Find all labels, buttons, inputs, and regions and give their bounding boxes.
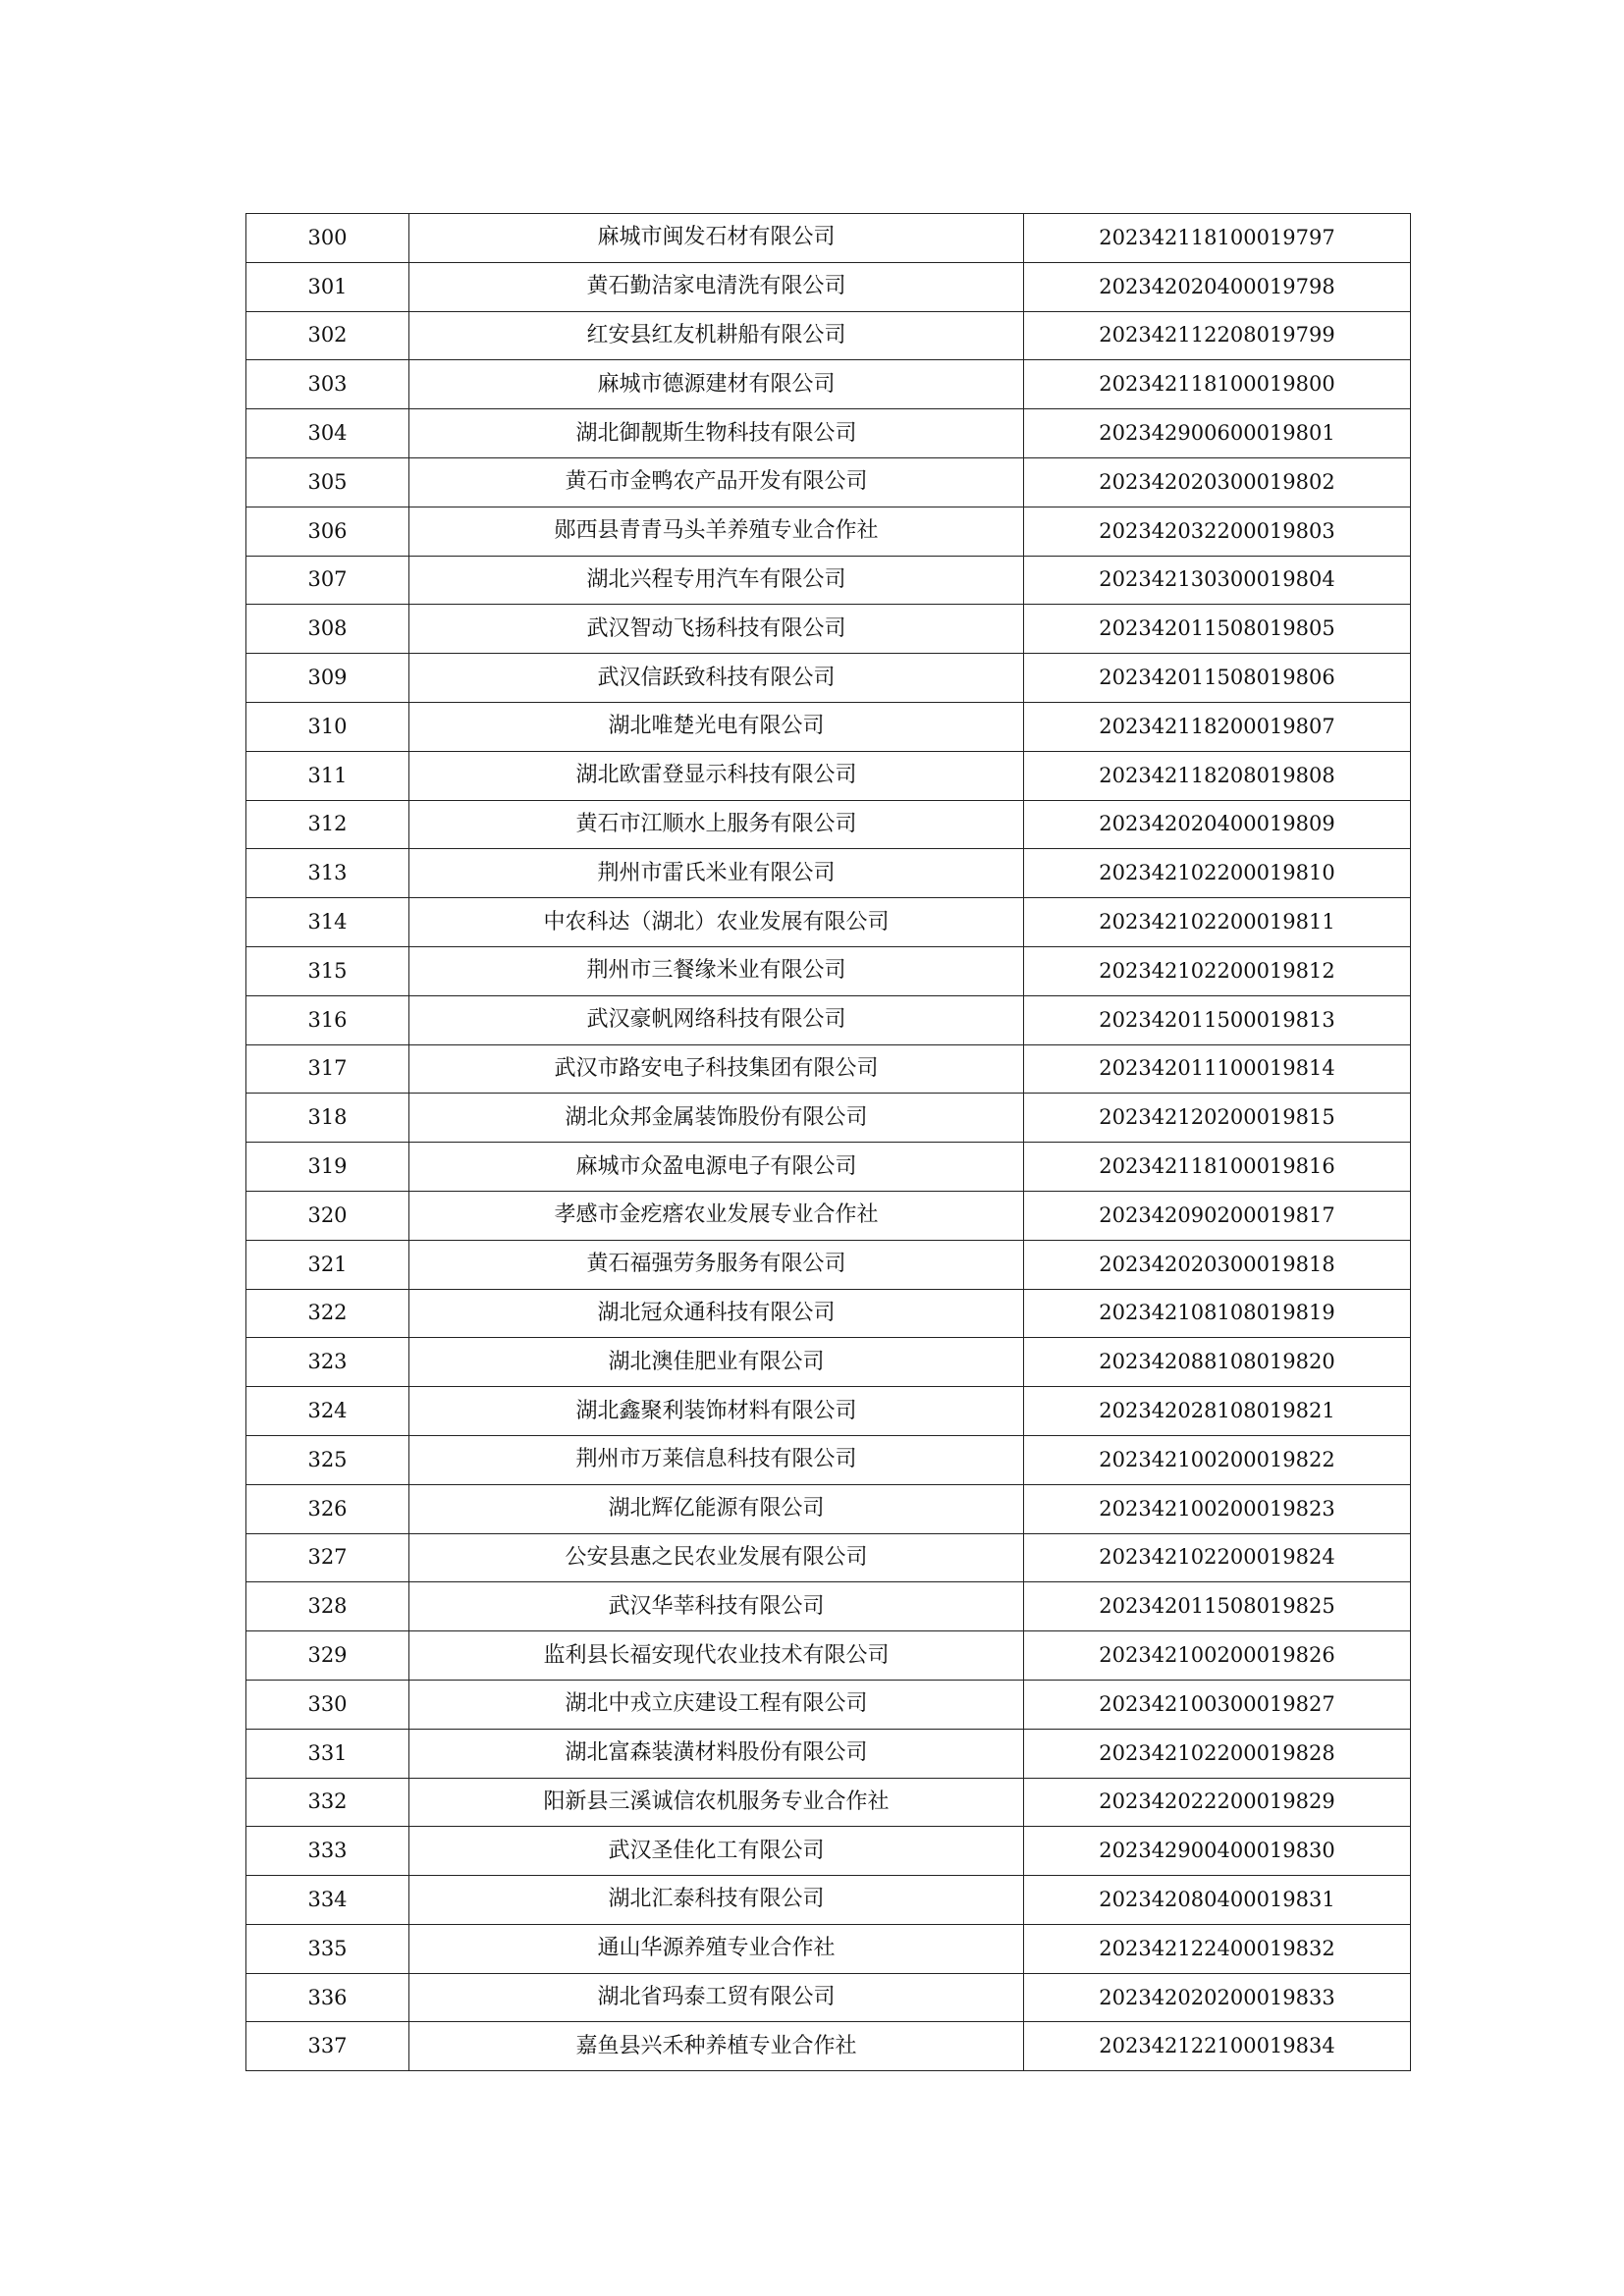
- registration-code-cell: 202342118208019808: [1024, 751, 1411, 800]
- company-name-cell: 红安县红友机耕船有限公司: [409, 311, 1024, 360]
- row-number-cell: 313: [246, 849, 409, 898]
- company-name-cell: 麻城市德源建材有限公司: [409, 360, 1024, 409]
- company-name-cell: 黄石福强劳务服务有限公司: [409, 1240, 1024, 1289]
- table-row: [246, 1289, 1411, 1338]
- registration-code-cell: 202342100300019827: [1024, 1680, 1411, 1729]
- registration-code-cell: 202342102200019812: [1024, 946, 1411, 995]
- registration-code-cell: 202342080400019831: [1024, 1876, 1411, 1925]
- table-row: [246, 214, 1411, 263]
- company-name-cell: 湖北汇泰科技有限公司: [409, 1876, 1024, 1925]
- table-row: [246, 898, 1411, 947]
- registration-code-cell: 202342011500019813: [1024, 995, 1411, 1044]
- registration-code-cell: 202342900400019830: [1024, 1827, 1411, 1876]
- registration-code-cell: 202342900600019801: [1024, 409, 1411, 458]
- row-number-cell: 310: [246, 702, 409, 751]
- table-row: [246, 849, 1411, 898]
- company-name-cell: 湖北冠众通科技有限公司: [409, 1289, 1024, 1338]
- company-name-cell: 湖北省玛泰工贸有限公司: [409, 1973, 1024, 2022]
- table-row: [246, 702, 1411, 751]
- table-row: [246, 1631, 1411, 1681]
- company-name-cell: 麻城市闽发石材有限公司: [409, 214, 1024, 263]
- row-number-cell: 317: [246, 1044, 409, 1094]
- row-number-cell: 304: [246, 409, 409, 458]
- table-row: [246, 262, 1411, 311]
- registration-code-cell: 202342020400019798: [1024, 262, 1411, 311]
- row-number-cell: 300: [246, 214, 409, 263]
- company-name-cell: 武汉智动飞扬科技有限公司: [409, 605, 1024, 654]
- registration-code-cell: 202342011508019805: [1024, 605, 1411, 654]
- company-name-cell: 孝感市金疙瘩农业发展专业合作社: [409, 1191, 1024, 1240]
- company-name-cell: 湖北欧雷登显示科技有限公司: [409, 751, 1024, 800]
- registration-code-cell: 202342011508019806: [1024, 654, 1411, 703]
- company-name-cell: 湖北唯楚光电有限公司: [409, 702, 1024, 751]
- registration-code-cell: 202342022200019829: [1024, 1778, 1411, 1827]
- registration-code-cell: 202342120200019815: [1024, 1094, 1411, 1143]
- company-name-cell: 麻城市众盈电源电子有限公司: [409, 1143, 1024, 1192]
- company-name-cell: 武汉信跃致科技有限公司: [409, 654, 1024, 703]
- registration-code-cell: 202342102200019811: [1024, 898, 1411, 947]
- table-row: [246, 1143, 1411, 1192]
- registration-code-cell: 202342102200019810: [1024, 849, 1411, 898]
- company-name-cell: 郧西县青青马头羊养殖专业合作社: [409, 507, 1024, 556]
- row-number-cell: 332: [246, 1778, 409, 1827]
- company-name-cell: 黄石市江顺水上服务有限公司: [409, 800, 1024, 849]
- row-number-cell: 315: [246, 946, 409, 995]
- table-row: [246, 457, 1411, 507]
- company-list-table: [245, 213, 1411, 2071]
- row-number-cell: 330: [246, 1680, 409, 1729]
- row-number-cell: 329: [246, 1631, 409, 1681]
- registration-code-cell: 202342102200019824: [1024, 1533, 1411, 1582]
- registration-code-cell: 202342118200019807: [1024, 702, 1411, 751]
- registration-code-cell: 202342020200019833: [1024, 1973, 1411, 2022]
- row-number-cell: 323: [246, 1338, 409, 1387]
- company-name-cell: 湖北澳佳肥业有限公司: [409, 1338, 1024, 1387]
- registration-code-cell: 202342020300019818: [1024, 1240, 1411, 1289]
- table-row: [246, 1778, 1411, 1827]
- registration-code-cell: 202342090200019817: [1024, 1191, 1411, 1240]
- company-name-cell: 武汉华莘科技有限公司: [409, 1582, 1024, 1631]
- company-name-cell: 湖北鑫聚利装饰材料有限公司: [409, 1387, 1024, 1436]
- company-name-cell: 中农科达（湖北）农业发展有限公司: [409, 898, 1024, 947]
- registration-code-cell: 202342088108019820: [1024, 1338, 1411, 1387]
- table-row: [246, 1876, 1411, 1925]
- row-number-cell: 328: [246, 1582, 409, 1631]
- company-name-cell: 黄石市金鸭农产品开发有限公司: [409, 457, 1024, 507]
- row-number-cell: 336: [246, 1973, 409, 2022]
- company-name-cell: 监利县长福安现代农业技术有限公司: [409, 1631, 1024, 1681]
- row-number-cell: 318: [246, 1094, 409, 1143]
- table-row: [246, 1533, 1411, 1582]
- table-body: [246, 214, 1411, 2071]
- table-row: [246, 2022, 1411, 2071]
- registration-code-cell: 202342122100019834: [1024, 2022, 1411, 2071]
- row-number-cell: 337: [246, 2022, 409, 2071]
- company-name-cell: 武汉圣佳化工有限公司: [409, 1827, 1024, 1876]
- table-row: [246, 751, 1411, 800]
- company-name-cell: 公安县惠之民农业发展有限公司: [409, 1533, 1024, 1582]
- company-name-cell: 阳新县三溪诚信农机服务专业合作社: [409, 1778, 1024, 1827]
- registration-code-cell: 202342102200019828: [1024, 1729, 1411, 1778]
- row-number-cell: 312: [246, 800, 409, 849]
- table-row: [246, 1680, 1411, 1729]
- registration-code-cell: 202342130300019804: [1024, 556, 1411, 605]
- company-name-cell: 湖北御靓斯生物科技有限公司: [409, 409, 1024, 458]
- row-number-cell: 320: [246, 1191, 409, 1240]
- row-number-cell: 324: [246, 1387, 409, 1436]
- row-number-cell: 335: [246, 1924, 409, 1973]
- registration-code-cell: 202342100200019822: [1024, 1435, 1411, 1484]
- company-name-cell: 嘉鱼县兴禾种养植专业合作社: [409, 2022, 1024, 2071]
- row-number-cell: 322: [246, 1289, 409, 1338]
- row-number-cell: 316: [246, 995, 409, 1044]
- registration-code-cell: 202342028108019821: [1024, 1387, 1411, 1436]
- registration-code-cell: 202342122400019832: [1024, 1924, 1411, 1973]
- row-number-cell: 303: [246, 360, 409, 409]
- table-row: [246, 409, 1411, 458]
- row-number-cell: 305: [246, 457, 409, 507]
- registration-code-cell: 202342011508019825: [1024, 1582, 1411, 1631]
- table-row: [246, 1924, 1411, 1973]
- company-name-cell: 荆州市三餐缘米业有限公司: [409, 946, 1024, 995]
- table-row: [246, 1729, 1411, 1778]
- company-name-cell: 荆州市雷氏米业有限公司: [409, 849, 1024, 898]
- company-name-cell: 武汉豪帆网络科技有限公司: [409, 995, 1024, 1044]
- row-number-cell: 326: [246, 1484, 409, 1533]
- table-row: [246, 654, 1411, 703]
- company-name-cell: 通山华源养殖专业合作社: [409, 1924, 1024, 1973]
- row-number-cell: 333: [246, 1827, 409, 1876]
- table-row: [246, 1240, 1411, 1289]
- row-number-cell: 307: [246, 556, 409, 605]
- row-number-cell: 331: [246, 1729, 409, 1778]
- row-number-cell: 327: [246, 1533, 409, 1582]
- table-row: [246, 1973, 1411, 2022]
- company-name-cell: 黄石勤洁家电清洗有限公司: [409, 262, 1024, 311]
- registration-code-cell: 202342020400019809: [1024, 800, 1411, 849]
- table-row: [246, 1435, 1411, 1484]
- registration-code-cell: 202342011100019814: [1024, 1044, 1411, 1094]
- table-row: [246, 800, 1411, 849]
- table-row: [246, 507, 1411, 556]
- registration-code-cell: 202342112208019799: [1024, 311, 1411, 360]
- table-row: [246, 995, 1411, 1044]
- registration-code-cell: 202342118100019797: [1024, 214, 1411, 263]
- table-row: [246, 1044, 1411, 1094]
- registration-code-cell: 202342020300019802: [1024, 457, 1411, 507]
- table-row: [246, 1582, 1411, 1631]
- row-number-cell: 301: [246, 262, 409, 311]
- table-row: [246, 1338, 1411, 1387]
- registration-code-cell: 202342100200019823: [1024, 1484, 1411, 1533]
- table-row: [246, 360, 1411, 409]
- table-row: [246, 556, 1411, 605]
- company-name-cell: 武汉市路安电子科技集团有限公司: [409, 1044, 1024, 1094]
- company-name-cell: 湖北众邦金属装饰股份有限公司: [409, 1094, 1024, 1143]
- table-row: [246, 1827, 1411, 1876]
- company-name-cell: 湖北兴程专用汽车有限公司: [409, 556, 1024, 605]
- row-number-cell: 334: [246, 1876, 409, 1925]
- company-name-cell: 湖北富森装潢材料股份有限公司: [409, 1729, 1024, 1778]
- row-number-cell: 325: [246, 1435, 409, 1484]
- registration-code-cell: 202342118100019816: [1024, 1143, 1411, 1192]
- row-number-cell: 314: [246, 898, 409, 947]
- table-row: [246, 311, 1411, 360]
- row-number-cell: 321: [246, 1240, 409, 1289]
- table-row: [246, 946, 1411, 995]
- table-row: [246, 1484, 1411, 1533]
- table-row: [246, 1387, 1411, 1436]
- company-name-cell: 湖北中戎立庆建设工程有限公司: [409, 1680, 1024, 1729]
- row-number-cell: 302: [246, 311, 409, 360]
- table-row: [246, 1191, 1411, 1240]
- registration-code-cell: 202342100200019826: [1024, 1631, 1411, 1681]
- row-number-cell: 306: [246, 507, 409, 556]
- row-number-cell: 319: [246, 1143, 409, 1192]
- registration-code-cell: 202342032200019803: [1024, 507, 1411, 556]
- table-row: [246, 1094, 1411, 1143]
- row-number-cell: 309: [246, 654, 409, 703]
- registration-code-cell: 202342118100019800: [1024, 360, 1411, 409]
- row-number-cell: 308: [246, 605, 409, 654]
- company-name-cell: 湖北辉亿能源有限公司: [409, 1484, 1024, 1533]
- company-name-cell: 荆州市万莱信息科技有限公司: [409, 1435, 1024, 1484]
- row-number-cell: 311: [246, 751, 409, 800]
- table-row: [246, 605, 1411, 654]
- registration-code-cell: 202342108108019819: [1024, 1289, 1411, 1338]
